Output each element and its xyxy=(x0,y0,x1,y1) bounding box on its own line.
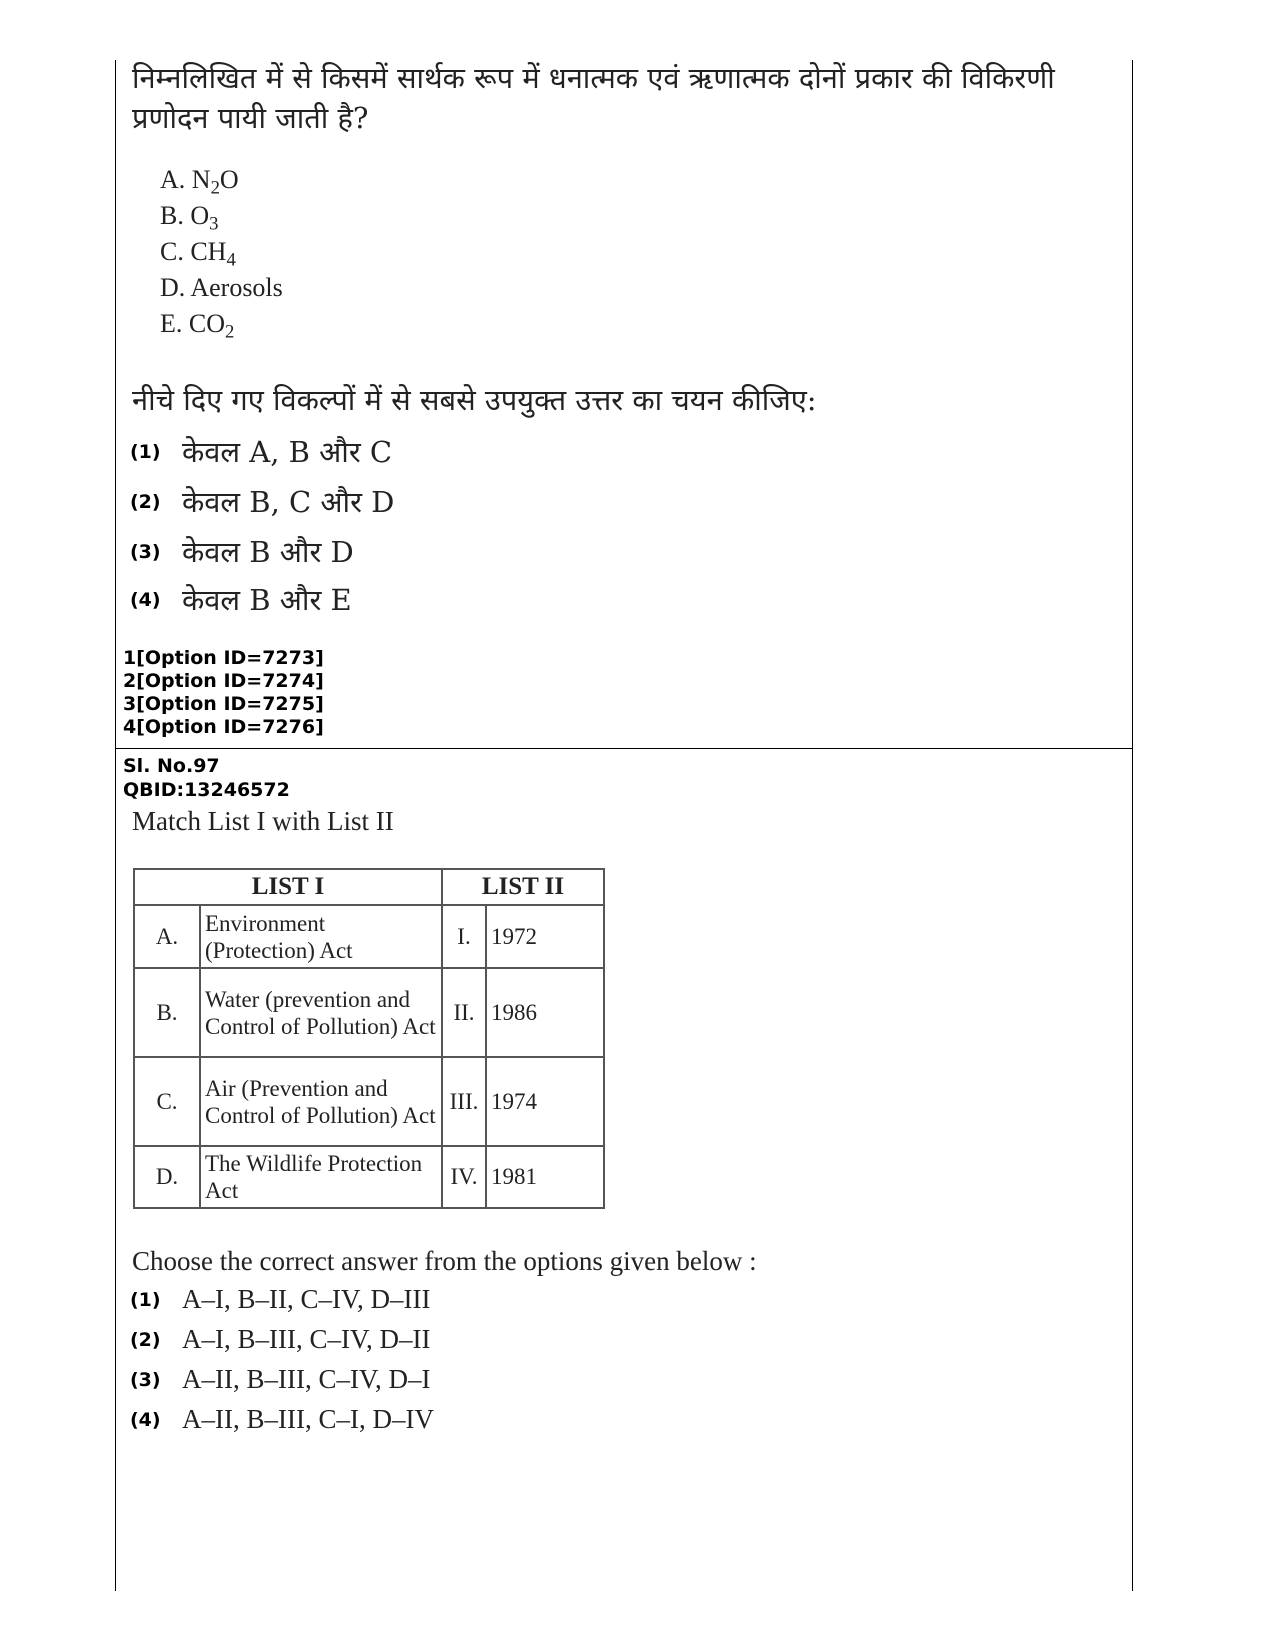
option-4[interactable] xyxy=(130,1404,434,1435)
option-text: A–I, B–III, C–IV, D–II xyxy=(182,1324,431,1354)
row-roman: IV. xyxy=(442,1146,486,1208)
option-number: (2) xyxy=(130,1328,161,1351)
option-1[interactable] xyxy=(130,432,392,471)
option-text: A–I, B–II, C–IV, D–III xyxy=(182,1284,431,1314)
row-item: Air (Prevention and Control of Pollution) Act xyxy=(200,1057,442,1146)
option-number: (4) xyxy=(130,588,161,611)
table-row xyxy=(134,1057,604,1146)
table-row xyxy=(134,968,604,1057)
instruction-hindi: नीचे दिए गए विकल्पों में से सबसे उपयुक्त उत्तर का चयन कीजिए: xyxy=(132,383,817,417)
option-text: A–II, B–III, C–I, D–IV xyxy=(182,1404,434,1434)
row-year: 1974 xyxy=(486,1057,604,1146)
row-letter: B. xyxy=(134,968,200,1057)
option-3[interactable] xyxy=(130,532,354,571)
right-border xyxy=(1132,60,1133,1591)
option-number: (4) xyxy=(130,1408,161,1431)
row-item: Environment (Protection) Act xyxy=(200,905,442,968)
option-id: 1[Option ID=7273] xyxy=(123,647,324,669)
match-table xyxy=(133,868,605,1209)
table-row xyxy=(134,1146,604,1208)
option-number: (1) xyxy=(130,1288,161,1311)
row-roman: II. xyxy=(442,968,486,1057)
left-border xyxy=(115,60,116,1591)
statement-b: B. $O_3$ xyxy=(160,201,219,235)
qbid: QBID:13246572 xyxy=(123,779,290,801)
row-roman: I. xyxy=(442,905,486,968)
instruction-english: Choose the correct answer from the options given below : xyxy=(132,1246,757,1276)
option-text: केवल A, B और C xyxy=(182,435,393,469)
option-3[interactable] xyxy=(130,1364,430,1395)
row-year: 1986 xyxy=(486,968,604,1057)
table-header-row xyxy=(134,869,604,905)
option-1[interactable] xyxy=(130,1284,430,1315)
option-4[interactable] xyxy=(130,580,352,619)
row-letter: C. xyxy=(134,1057,200,1146)
serial-number: Sl. No.97 xyxy=(123,755,220,777)
statement-list xyxy=(160,162,283,342)
question-text-hindi: निम्नलिखित में से किसमें सार्थक रूप में धनात्मक एवं ऋणात्मक दोनों प्रकार की विकिरणी प्रणोदन पायी जाती है? xyxy=(132,61,1055,135)
row-letter: D. xyxy=(134,1146,200,1208)
list-2-header: LIST II xyxy=(442,869,604,905)
option-number: (3) xyxy=(130,1368,161,1391)
option-text: A–II, B–III, C–IV, D–I xyxy=(182,1364,431,1394)
option-number: (1) xyxy=(130,440,161,463)
row-letter: A. xyxy=(134,905,200,968)
statement-e: E. $CO_2$ xyxy=(160,309,235,343)
table-row xyxy=(134,905,604,968)
row-roman: III. xyxy=(442,1057,486,1146)
option-2[interactable] xyxy=(130,482,394,521)
row-item: The Wildlife Protection Act xyxy=(200,1146,442,1208)
statement-c: C. $CH_4$ xyxy=(160,237,236,271)
option-id-list xyxy=(123,647,324,739)
list-1-header: LIST I xyxy=(134,869,442,905)
question-meta xyxy=(123,754,290,802)
row-year: 1981 xyxy=(486,1146,604,1208)
row-year: 1972 xyxy=(486,905,604,968)
option-text: केवल B, C और D xyxy=(182,485,395,519)
statement-d: D. Aerosols xyxy=(160,273,283,302)
statement-a: A. $N_2O$ xyxy=(160,165,239,199)
option-number: (3) xyxy=(130,540,161,563)
question-divider xyxy=(115,748,1133,749)
row-item: Water (prevention and Control of Pollution) Act xyxy=(200,968,442,1057)
option-2[interactable] xyxy=(130,1324,430,1355)
option-id: 2[Option ID=7274] xyxy=(123,670,324,692)
option-text: केवल B और E xyxy=(182,583,352,617)
option-text: केवल B और D xyxy=(182,535,354,569)
question-heading: Match List I with List II xyxy=(132,806,394,836)
option-id: 3[Option ID=7275] xyxy=(123,693,324,715)
option-number: (2) xyxy=(130,490,161,513)
option-id: 4[Option ID=7276] xyxy=(123,716,324,738)
